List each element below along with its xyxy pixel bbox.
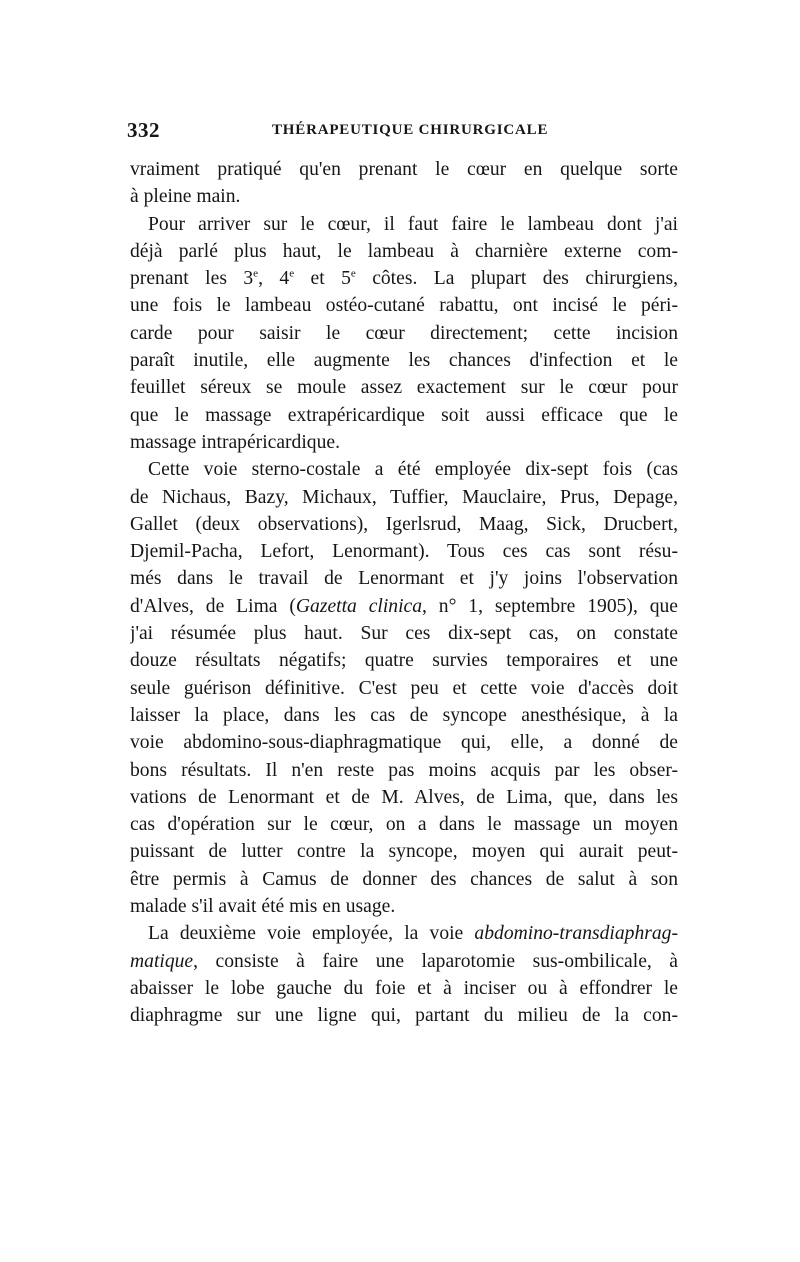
text-line: Gallet (deux observations), Igerlsrud, Maag, Sick, Drucbert, — [130, 513, 678, 535]
text-segment: , n° 1, septembre 1905), que — [422, 595, 678, 617]
text-line: seule guérison définitive. C'est peu et cette voie d'accès doit — [130, 677, 678, 699]
italic-term: matique — [130, 950, 194, 972]
text-line: abaisser le lobe gauche du foie et à inciser ou à effondrer le — [130, 977, 678, 999]
text-line: déjà parlé plus haut, le lambeau à charnière externe com- — [130, 240, 678, 262]
text-line: Pour arriver sur le cœur, il faut faire le lambeau dont j'ai — [148, 213, 678, 235]
text-line: Cette voie sterno-costale a été employée dix-sept fois (cas — [148, 459, 678, 481]
text-segment: La deuxième voie employée, la voie — [148, 923, 475, 945]
text-line: carde pour saisir le cœur directement; cette incision — [130, 322, 678, 344]
text-line: diaphragme sur une ligne qui, partant du milieu de la con- — [130, 1005, 678, 1027]
text-segment: côtes. La plupart des chirurgiens, — [355, 268, 678, 290]
text-line — [130, 920, 678, 947]
text-line: feuillet séreux se moule assez exactement sur le cœur pour — [130, 377, 678, 399]
text-line — [130, 948, 678, 975]
text-line: bons résultats. Il n'en reste pas moins acquis par les obser- — [130, 759, 678, 781]
text-line: douze résultats négatifs; quatre survies temporaires et une — [130, 650, 678, 672]
text-segment: , 4 — [258, 268, 290, 290]
text-line: puissant de lutter contre la syncope, moyen qui aurait peut- — [130, 841, 678, 863]
text-segment: d'Alves, de Lima ( — [130, 595, 296, 617]
text-line: més dans le travail de Lenormant et j'y joins l'observation — [130, 568, 678, 590]
text-line: massage intrapéricardique. — [130, 431, 340, 453]
running-title: THÉRAPEUTIQUE CHIRURGICALE — [272, 122, 549, 138]
text-line: vations de Lenormant et de M. Alves, de Lima, que, dans les — [130, 786, 678, 808]
text-line: laisser la place, dans les cas de syncope anesthésique, à la — [130, 704, 678, 726]
journal-title: Gazetta clinica — [295, 595, 423, 617]
text-line: de Nichaus, Bazy, Michaux, Tuffier, Mauclaire, Prus, Depage, — [130, 486, 678, 508]
text-line: vraiment pratiqué qu'en prenant le cœur en quelque sorte — [130, 159, 678, 180]
text-body — [130, 156, 678, 1030]
text-segment: prenant les 3 — [130, 268, 254, 290]
text-line: voie abdomino-sous-diaphragmatique qui, elle, a donné de — [130, 732, 678, 754]
text-line — [130, 265, 678, 292]
text-line: Djemil-Pacha, Lefort, Lenormant). Tous ces cas sont résu- — [130, 541, 678, 563]
italic-term: abdomino-transdiaphrag- — [474, 923, 678, 945]
text-line: cas d'opération sur le cœur, on a dans le massage un moyen — [130, 814, 678, 836]
superscript: e — [350, 267, 356, 280]
text-line: malade s'il avait été mis en usage. — [130, 896, 396, 918]
text-line: être permis à Camus de donner des chances de salut à son — [130, 868, 678, 890]
page-header — [127, 116, 687, 146]
text-line: une fois le lambeau ostéo-cutané rabattu, ont incisé le péri- — [130, 295, 678, 317]
text-segment: et 5 — [294, 268, 351, 290]
text-segment: , consiste à faire une laparotomie sus-ombilicale, à — [193, 950, 678, 972]
text-line — [130, 593, 678, 620]
text-line: j'ai résumée plus haut. Sur ces dix-sept cas, on constate — [130, 623, 678, 645]
page-number: 332 — [127, 118, 160, 142]
text-line: que le massage extrapéricardique soit aussi efficace que le — [130, 404, 678, 426]
superscript: e — [289, 267, 295, 280]
text-line: paraît inutile, elle augmente les chances d'infection et le — [130, 350, 678, 372]
superscript: e — [253, 267, 259, 280]
text-line: à pleine main. — [130, 186, 241, 208]
